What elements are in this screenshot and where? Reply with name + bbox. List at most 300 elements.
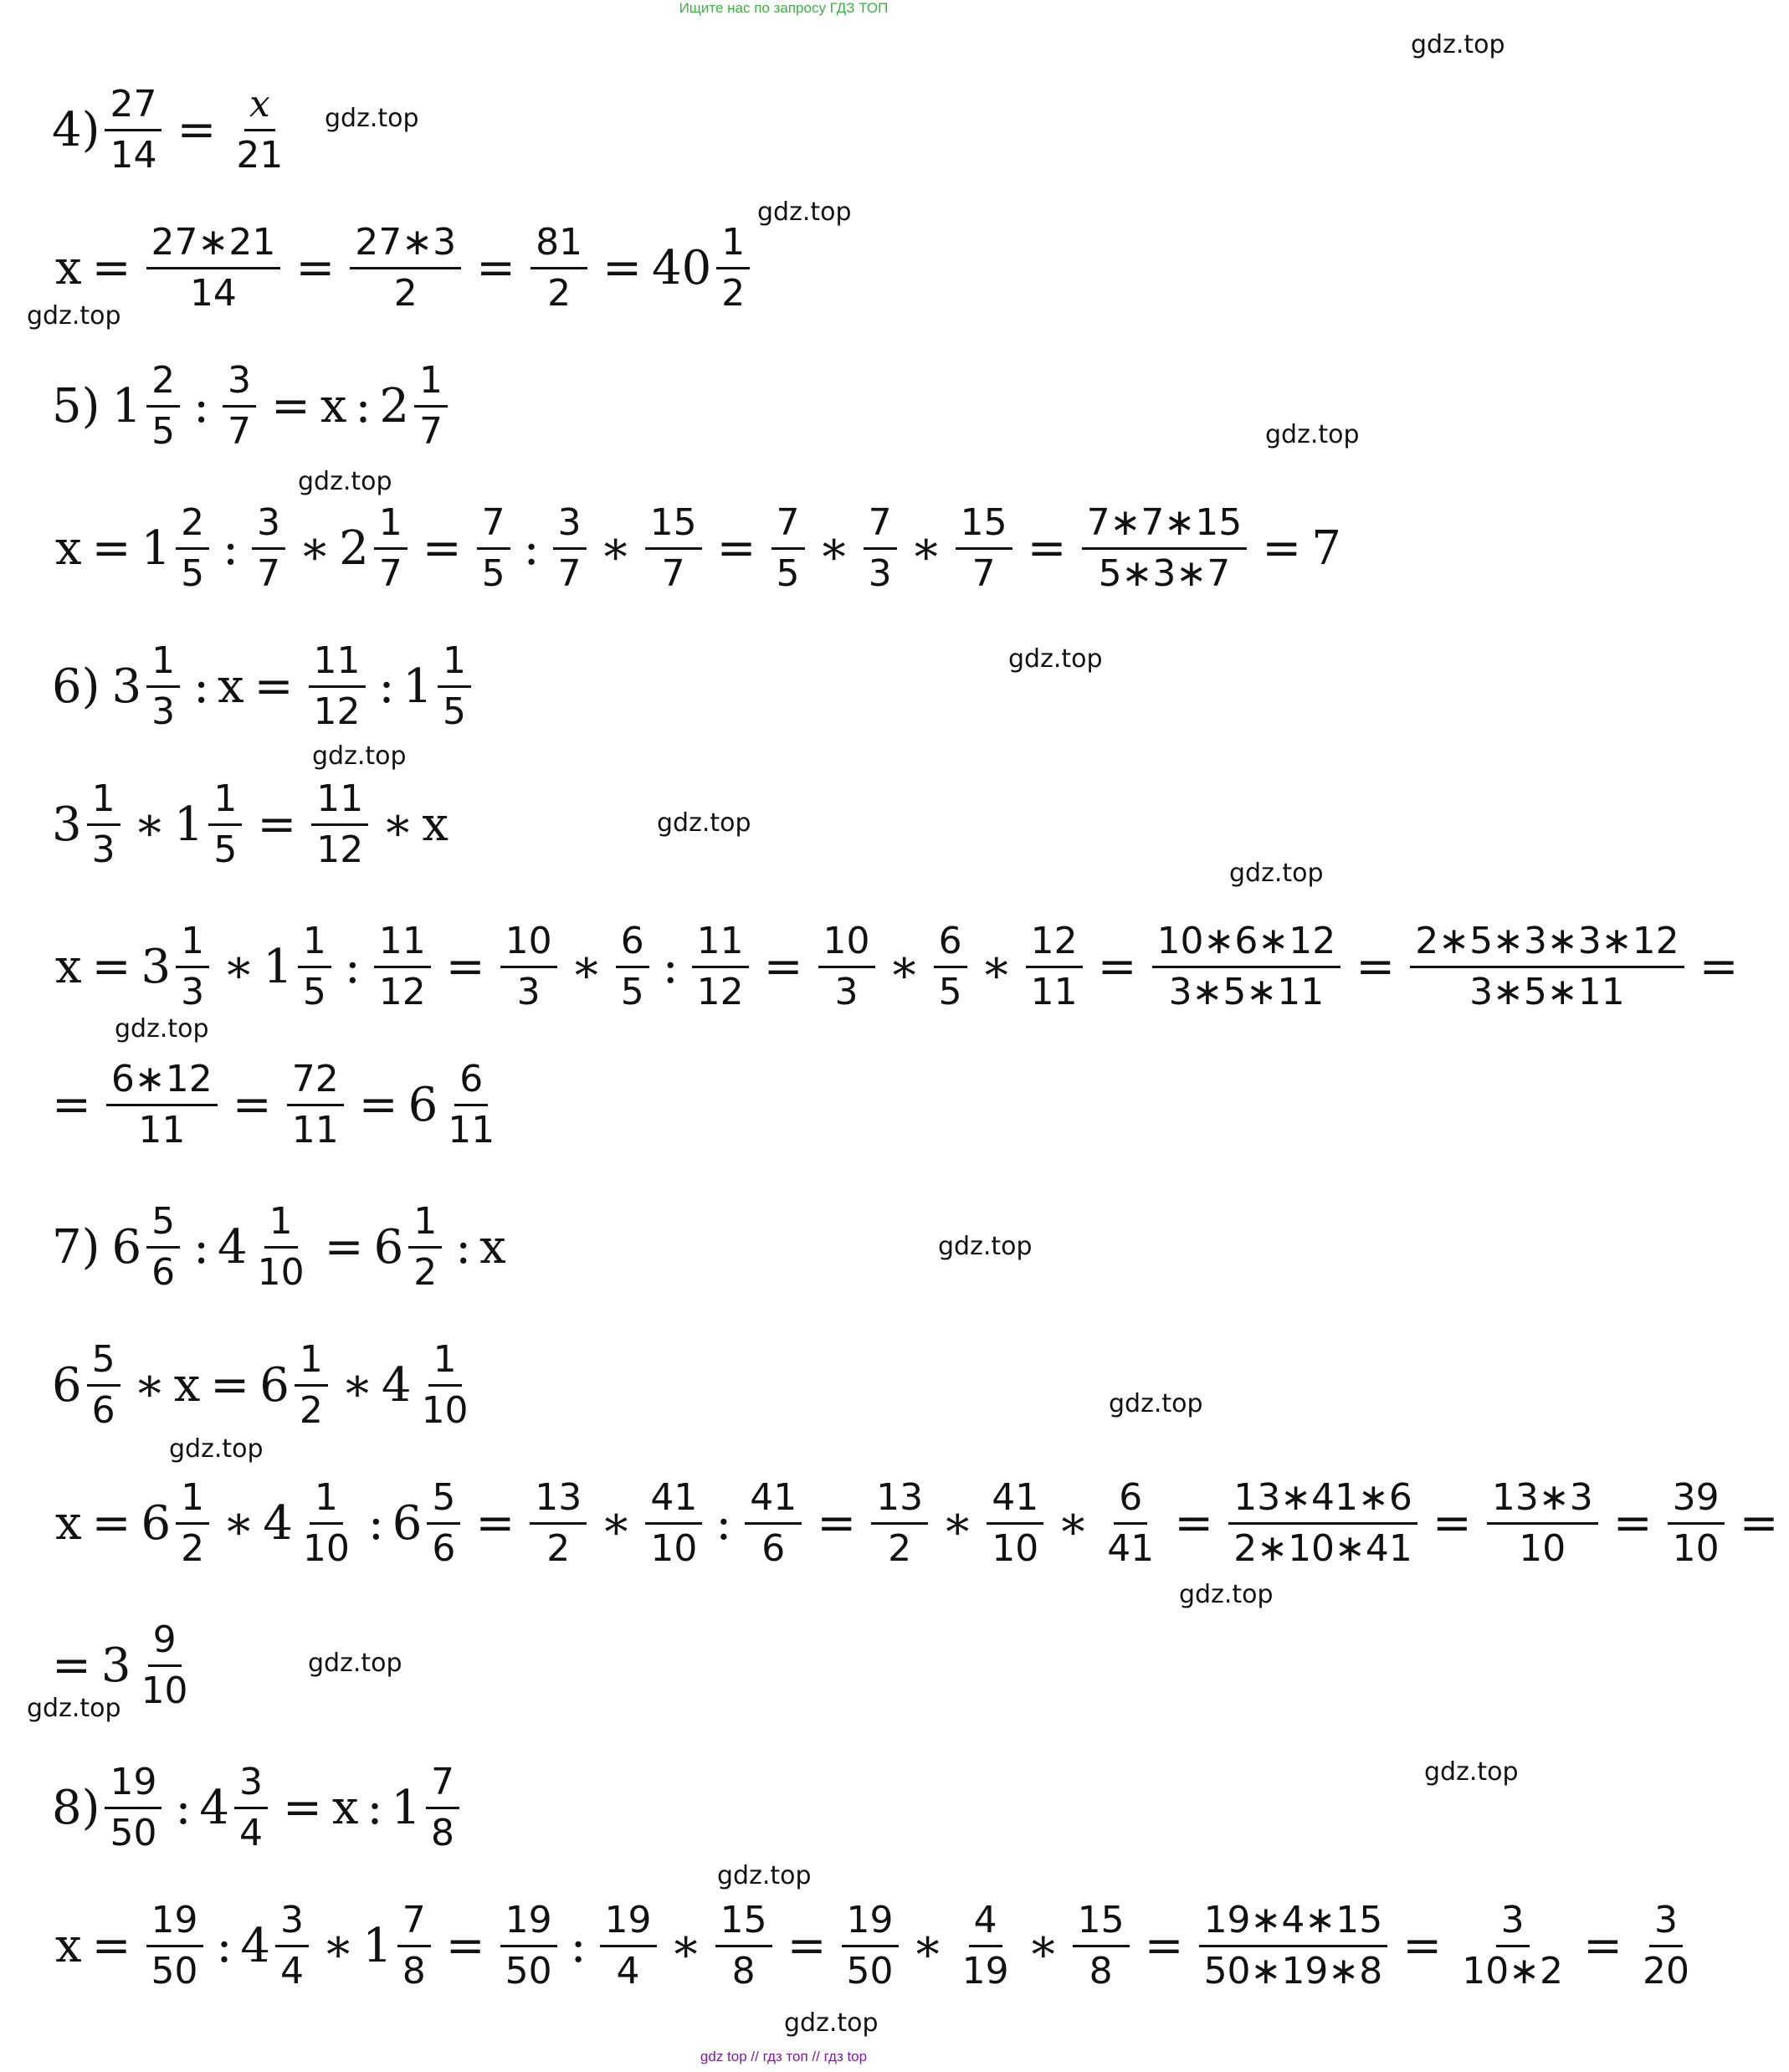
fraction <box>350 222 461 314</box>
math-token: ∗ <box>669 1918 702 1973</box>
fraction <box>715 1900 772 1992</box>
fraction <box>146 1201 180 1293</box>
fraction-numerator: 3 <box>252 502 285 549</box>
fraction-denominator: 20 <box>1642 1949 1689 1993</box>
fraction <box>716 222 750 314</box>
fraction-denominator: 7 <box>971 551 996 595</box>
problem-5-solution <box>55 498 1341 598</box>
fraction-numerator: 15 <box>715 1900 772 1946</box>
math-token: 4 <box>381 1357 412 1413</box>
fraction <box>87 1339 120 1431</box>
problem-label: 6) <box>52 659 100 714</box>
fraction <box>771 502 805 594</box>
operator: = <box>763 939 803 994</box>
fraction <box>1410 921 1684 1013</box>
fraction-numerator: 81 <box>531 222 587 269</box>
fraction-numerator: 10 <box>500 921 557 967</box>
fraction <box>176 502 209 594</box>
operator: = <box>52 1638 91 1693</box>
problem-label: 4) <box>52 102 100 157</box>
operator: = <box>1174 1495 1214 1551</box>
math-token: ∗ <box>299 521 331 576</box>
math-token: : <box>715 1495 732 1551</box>
math-token: 3 <box>111 659 142 714</box>
operator: = <box>232 1077 272 1132</box>
math-token: x <box>422 797 449 852</box>
operator: = <box>1583 1918 1622 1973</box>
fraction <box>208 778 242 870</box>
fraction-numerator: 19 <box>842 1900 899 1946</box>
math-token: ∗ <box>223 1495 255 1551</box>
fraction <box>1152 921 1341 1013</box>
fraction <box>600 1900 657 1992</box>
fraction <box>1638 1900 1694 1992</box>
math-token: ∗ <box>910 521 942 576</box>
search-banner[interactable]: Ищите нас по запросу ГДЗ ТОП <box>679 0 889 16</box>
fraction <box>397 1900 431 1992</box>
math-token: : <box>455 1219 472 1274</box>
problem-7-solution-continued <box>52 1615 198 1716</box>
fraction-denominator: 50 <box>505 1949 552 1993</box>
fraction <box>309 640 366 732</box>
fraction-numerator: 1 <box>176 921 209 967</box>
fraction-denominator: 5 <box>181 551 205 595</box>
fraction-numerator: 7∗7∗15 <box>1082 502 1248 549</box>
operator: = <box>445 939 485 994</box>
operator: = <box>295 240 336 295</box>
math-token: : <box>355 378 372 433</box>
fraction-denominator: 21 <box>236 133 284 177</box>
watermark: gdz.top <box>1008 644 1103 674</box>
math-token: 40 <box>651 240 712 295</box>
fraction-numerator: 15 <box>956 502 1012 549</box>
fraction <box>1073 1900 1130 1992</box>
math-token: : <box>223 521 239 576</box>
fraction-numerator: 13∗3 <box>1487 1477 1598 1524</box>
math-token: ∗ <box>341 1357 373 1413</box>
fraction-numerator: 7 <box>771 502 805 549</box>
fraction <box>530 1477 587 1569</box>
math-token: 1 <box>263 939 293 994</box>
fraction-denominator: 12 <box>378 970 426 1013</box>
fraction-numerator: 1 <box>716 222 750 269</box>
operator: = <box>1739 1495 1779 1551</box>
fraction-denominator: 11 <box>1030 970 1078 1013</box>
fraction-numerator: 1 <box>310 1477 343 1524</box>
operator: = <box>271 378 310 433</box>
math-token: 3 <box>100 1638 131 1693</box>
fraction-numerator: 2 <box>146 360 180 407</box>
fraction <box>500 1900 557 1992</box>
fraction <box>146 222 281 314</box>
math-token: 1 <box>141 521 172 576</box>
fraction <box>438 640 471 732</box>
fraction-numerator: 19 <box>105 1762 161 1808</box>
fraction <box>500 921 557 1013</box>
fraction-numerator: 5 <box>427 1477 460 1524</box>
math-token: ∗ <box>382 797 414 852</box>
fraction-denominator: 10 <box>257 1250 305 1294</box>
watermark: gdz.top <box>757 197 852 227</box>
fraction-numerator: 1 <box>374 502 408 549</box>
operator: = <box>445 1918 485 1973</box>
math-token: : <box>216 1918 233 1973</box>
problem-7-equation <box>52 1197 506 1297</box>
watermark: gdz.top <box>1179 1580 1274 1609</box>
math-token: ∗ <box>941 1495 974 1551</box>
problem-6-solution-continued <box>52 1054 505 1155</box>
fraction <box>426 1762 459 1854</box>
fraction-numerator: 41 <box>645 1477 702 1524</box>
operator: = <box>1356 939 1396 994</box>
fraction <box>252 502 285 594</box>
fraction-denominator: 12 <box>313 690 361 733</box>
fraction-denominator: 5 <box>213 828 238 871</box>
math-token: ∗ <box>1057 1495 1089 1551</box>
fraction <box>105 1762 161 1854</box>
fraction-numerator: 1 <box>146 640 180 687</box>
fraction-denominator: 7 <box>419 409 443 453</box>
math-token: 3 <box>141 939 172 994</box>
watermark: gdz.top <box>308 1649 402 1678</box>
problem-4-solution <box>55 218 755 318</box>
fraction-denominator: 2 <box>393 271 418 315</box>
math-token: ∗ <box>600 1495 633 1551</box>
fraction-numerator: 19 <box>600 1900 657 1946</box>
math-token: 1 <box>402 659 433 714</box>
fraction-numerator: 72 <box>287 1059 344 1105</box>
footer-links[interactable]: gdz top // гдз топ // гдз top <box>700 2049 868 2064</box>
fraction-denominator: 3∗5∗11 <box>1168 970 1325 1013</box>
fraction <box>417 1339 474 1431</box>
fraction-denominator: 7 <box>661 551 685 595</box>
fraction-numerator: 3 <box>234 1762 268 1808</box>
fraction-numerator: 1 <box>408 1201 442 1248</box>
fraction-numerator: 1 <box>428 1339 462 1386</box>
fraction <box>987 1477 1043 1569</box>
math-token: 4 <box>218 1219 248 1274</box>
operator: = <box>422 521 462 576</box>
fraction <box>275 1900 309 1992</box>
fraction <box>531 222 587 314</box>
fraction-numerator: 1 <box>438 640 471 687</box>
fraction-numerator: 1 <box>176 1477 209 1524</box>
fraction <box>1457 1900 1568 1992</box>
watermark: gdz.top <box>1109 1389 1203 1418</box>
fraction-numerator: 19 <box>146 1900 203 1946</box>
fraction-numerator: 7 <box>477 502 510 549</box>
fraction <box>443 1059 500 1151</box>
fraction-numerator: 9 <box>148 1619 182 1666</box>
fraction-numerator: 27 <box>105 84 161 131</box>
fraction-denominator: 5 <box>481 551 505 595</box>
math-token: : <box>175 1780 192 1835</box>
fraction-denominator: 10 <box>1672 1526 1720 1570</box>
fraction-denominator: 6 <box>91 1388 115 1432</box>
fraction-numerator: 1 <box>87 778 120 825</box>
math-token: ∗ <box>322 1918 355 1973</box>
fraction-denominator: 5 <box>776 551 800 595</box>
fraction <box>298 1477 355 1569</box>
problem-6-equation <box>52 636 476 736</box>
fraction-numerator: 5 <box>87 1339 120 1386</box>
fraction-denominator: 7 <box>228 409 251 453</box>
fraction-denominator: 3 <box>91 828 115 871</box>
operator: = <box>257 797 297 852</box>
fraction-denominator: 7 <box>378 551 402 595</box>
fraction-denominator: 8 <box>1089 1949 1113 1993</box>
fraction <box>105 84 161 176</box>
problem-4-equation <box>52 79 293 180</box>
fraction <box>136 1619 193 1711</box>
math-token: ∗ <box>1027 1918 1059 1973</box>
math-token: : <box>523 521 540 576</box>
math-token: x <box>331 1780 359 1835</box>
fraction <box>1228 1477 1417 1569</box>
math-token: x <box>218 659 244 714</box>
math-token: : <box>662 939 679 994</box>
fraction <box>871 1477 928 1569</box>
math-token: : <box>367 1495 384 1551</box>
math-token: 7 <box>1311 521 1341 576</box>
fraction-numerator: 2 <box>176 502 209 549</box>
problem-5-equation <box>52 356 453 456</box>
fraction-denominator: 50∗19∗8 <box>1203 1949 1383 1993</box>
fraction-numerator: 10 <box>818 921 875 967</box>
fraction <box>253 1201 310 1293</box>
fraction <box>1668 1477 1725 1569</box>
fraction-denominator: 7 <box>557 551 582 595</box>
fraction <box>645 1477 702 1569</box>
watermark: gdz.top <box>1265 420 1360 449</box>
operator: = <box>254 659 294 714</box>
math-token: ∗ <box>133 797 166 852</box>
fraction-denominator: 5 <box>938 970 962 1013</box>
problem-7-proportion <box>52 1335 479 1435</box>
fraction <box>298 921 331 1013</box>
fraction-denominator: 8 <box>431 1811 455 1854</box>
fraction <box>427 1477 460 1569</box>
fraction-numerator: 11 <box>311 778 368 825</box>
math-token: 1 <box>173 797 204 852</box>
fraction-numerator: 7 <box>426 1762 459 1808</box>
fraction-denominator: 11 <box>138 1108 186 1151</box>
fraction <box>477 502 510 594</box>
operator: = <box>787 1918 827 1973</box>
fraction <box>957 1900 1014 1992</box>
math-token: x <box>479 1219 506 1274</box>
fraction-numerator: 13 <box>871 1477 928 1524</box>
math-token: 6 <box>111 1219 142 1274</box>
fraction-denominator: 41 <box>1107 1526 1155 1570</box>
fraction-denominator: 2 <box>413 1250 438 1294</box>
fraction <box>1199 1900 1388 1992</box>
math-token: x <box>55 240 82 295</box>
fraction-denominator: 8 <box>402 1949 426 1993</box>
operator: = <box>91 939 131 994</box>
fraction <box>616 921 649 1013</box>
math-token: 1 <box>111 378 142 433</box>
fraction-numerator: x <box>244 84 275 131</box>
math-token: x <box>55 521 82 576</box>
fraction <box>287 1059 344 1151</box>
watermark: gdz.top <box>1424 1757 1519 1787</box>
fraction-denominator: 3∗5∗11 <box>1469 970 1625 1013</box>
math-token: 4 <box>263 1495 293 1551</box>
fraction-denominator: 6 <box>151 1250 176 1294</box>
fraction <box>87 778 120 870</box>
fraction-numerator: 1 <box>264 1201 298 1248</box>
math-token: ∗ <box>133 1357 166 1413</box>
fraction <box>645 502 702 594</box>
fraction-denominator: 2∗10∗41 <box>1233 1526 1412 1570</box>
fraction-numerator: 4 <box>969 1900 1002 1946</box>
fraction <box>223 360 256 452</box>
fraction-denominator: 12 <box>696 970 744 1013</box>
math-token: ∗ <box>818 521 850 576</box>
fraction <box>818 921 875 1013</box>
fraction <box>176 921 209 1013</box>
fraction-numerator: 3 <box>223 360 256 407</box>
fraction-denominator: 10 <box>650 1526 698 1570</box>
fraction-numerator: 6 <box>454 1059 488 1105</box>
fraction <box>408 1201 442 1293</box>
fraction <box>745 1477 802 1569</box>
math-token: 6 <box>373 1219 404 1274</box>
fraction-numerator: 3 <box>553 502 587 549</box>
operator: = <box>52 1077 91 1132</box>
math-token: : <box>367 1780 383 1835</box>
fraction <box>692 921 749 1013</box>
math-token: 6 <box>141 1495 172 1551</box>
watermark: gdz.top <box>298 467 392 496</box>
operator: = <box>1432 1495 1472 1551</box>
fraction-denominator: 12 <box>316 828 364 871</box>
fraction-numerator: 19 <box>500 1900 557 1946</box>
fraction-numerator: 15 <box>1073 1900 1130 1946</box>
fraction <box>146 1900 203 1992</box>
fraction <box>1487 1477 1598 1569</box>
fraction-denominator: 14 <box>110 133 157 177</box>
fraction-denominator: 11 <box>291 1108 339 1151</box>
watermark: gdz.top <box>938 1232 1033 1261</box>
operator: = <box>1144 1918 1184 1973</box>
operator: = <box>1097 939 1137 994</box>
math-token: 1 <box>391 1780 422 1835</box>
fraction-numerator: 15 <box>645 502 702 549</box>
fraction-numerator: 5 <box>146 1201 180 1248</box>
fraction-numerator: 41 <box>987 1477 1043 1524</box>
math-token: ∗ <box>599 521 632 576</box>
math-token: x <box>320 378 347 433</box>
fraction-numerator: 13∗41∗6 <box>1228 1477 1417 1524</box>
fraction <box>1026 921 1083 1013</box>
math-token: 6 <box>259 1357 290 1413</box>
fraction <box>414 360 448 452</box>
math-token: : <box>344 939 361 994</box>
fraction-denominator: 4 <box>239 1811 263 1854</box>
operator: = <box>602 240 642 295</box>
fraction-denominator: 5 <box>151 409 176 453</box>
fraction <box>956 502 1012 594</box>
math-token: ∗ <box>570 939 602 994</box>
fraction-denominator: 2 <box>547 271 572 315</box>
fraction-numerator: 27∗21 <box>146 222 281 269</box>
math-token: : <box>193 1219 209 1274</box>
math-token: x <box>55 1495 82 1551</box>
fraction-denominator: 3 <box>868 551 892 595</box>
fraction-numerator: 6∗12 <box>106 1059 218 1105</box>
watermark: gdz.top <box>717 1861 812 1890</box>
fraction-denominator: 3 <box>151 690 176 733</box>
math-token: x <box>55 1918 82 1973</box>
fraction-denominator: 10 <box>1519 1526 1566 1570</box>
fraction-denominator: 50 <box>151 1949 198 1993</box>
problem-label: 7) <box>52 1219 100 1274</box>
fraction-denominator: 4 <box>280 1949 305 1993</box>
watermark: gdz.top <box>115 1014 209 1044</box>
fraction-denominator: 3 <box>834 970 859 1013</box>
operator: = <box>324 1219 364 1274</box>
fraction-numerator: 3 <box>275 1900 309 1946</box>
watermark: gdz.top <box>169 1434 264 1464</box>
math-token: : <box>193 378 209 433</box>
fraction <box>176 1477 209 1569</box>
fraction-denominator: 2 <box>888 1526 912 1570</box>
math-token: ∗ <box>980 939 1012 994</box>
fraction-numerator: 3 <box>1496 1900 1530 1946</box>
problem-8-solution <box>55 1895 1699 1996</box>
fraction-denominator: 5 <box>302 970 326 1013</box>
fraction-numerator: 3 <box>1649 1900 1683 1946</box>
operator: = <box>210 1357 250 1413</box>
fraction-denominator: 10 <box>302 1526 350 1570</box>
operator: = <box>1027 521 1067 576</box>
fraction-denominator: 10∗2 <box>1462 1949 1564 1993</box>
operator: = <box>177 102 217 157</box>
problem-label: 8) <box>52 1780 100 1835</box>
fraction-denominator: 3 <box>181 970 205 1013</box>
operator: = <box>476 240 516 295</box>
watermark: gdz.top <box>325 104 419 133</box>
fraction-numerator: 11 <box>309 640 366 687</box>
operator: = <box>475 1495 515 1551</box>
fraction-denominator: 5∗3∗7 <box>1098 551 1231 595</box>
math-token: : <box>570 1918 587 1973</box>
operator: = <box>1262 521 1302 576</box>
fraction-denominator: 2 <box>299 1388 323 1432</box>
problem-8-equation <box>52 1757 464 1858</box>
fraction-denominator: 6 <box>761 1526 786 1570</box>
fraction-denominator: 10 <box>992 1526 1039 1570</box>
watermark: gdz.top <box>657 808 751 838</box>
math-token: x <box>55 939 82 994</box>
operator: = <box>91 521 131 576</box>
fraction <box>374 502 408 594</box>
fraction-denominator: 14 <box>189 271 237 315</box>
fraction <box>295 1339 328 1431</box>
fraction <box>311 778 368 870</box>
fraction <box>1082 502 1248 594</box>
operator: = <box>358 1077 398 1132</box>
fraction-numerator: 27∗3 <box>350 222 461 269</box>
watermark: gdz.top <box>27 1694 121 1723</box>
problem-6-proportion <box>52 774 449 874</box>
fraction-denominator: 3 <box>516 970 541 1013</box>
problem-6-solution <box>55 916 1749 1017</box>
fraction-numerator: 11 <box>692 921 749 967</box>
fraction-numerator: 13 <box>530 1477 587 1524</box>
